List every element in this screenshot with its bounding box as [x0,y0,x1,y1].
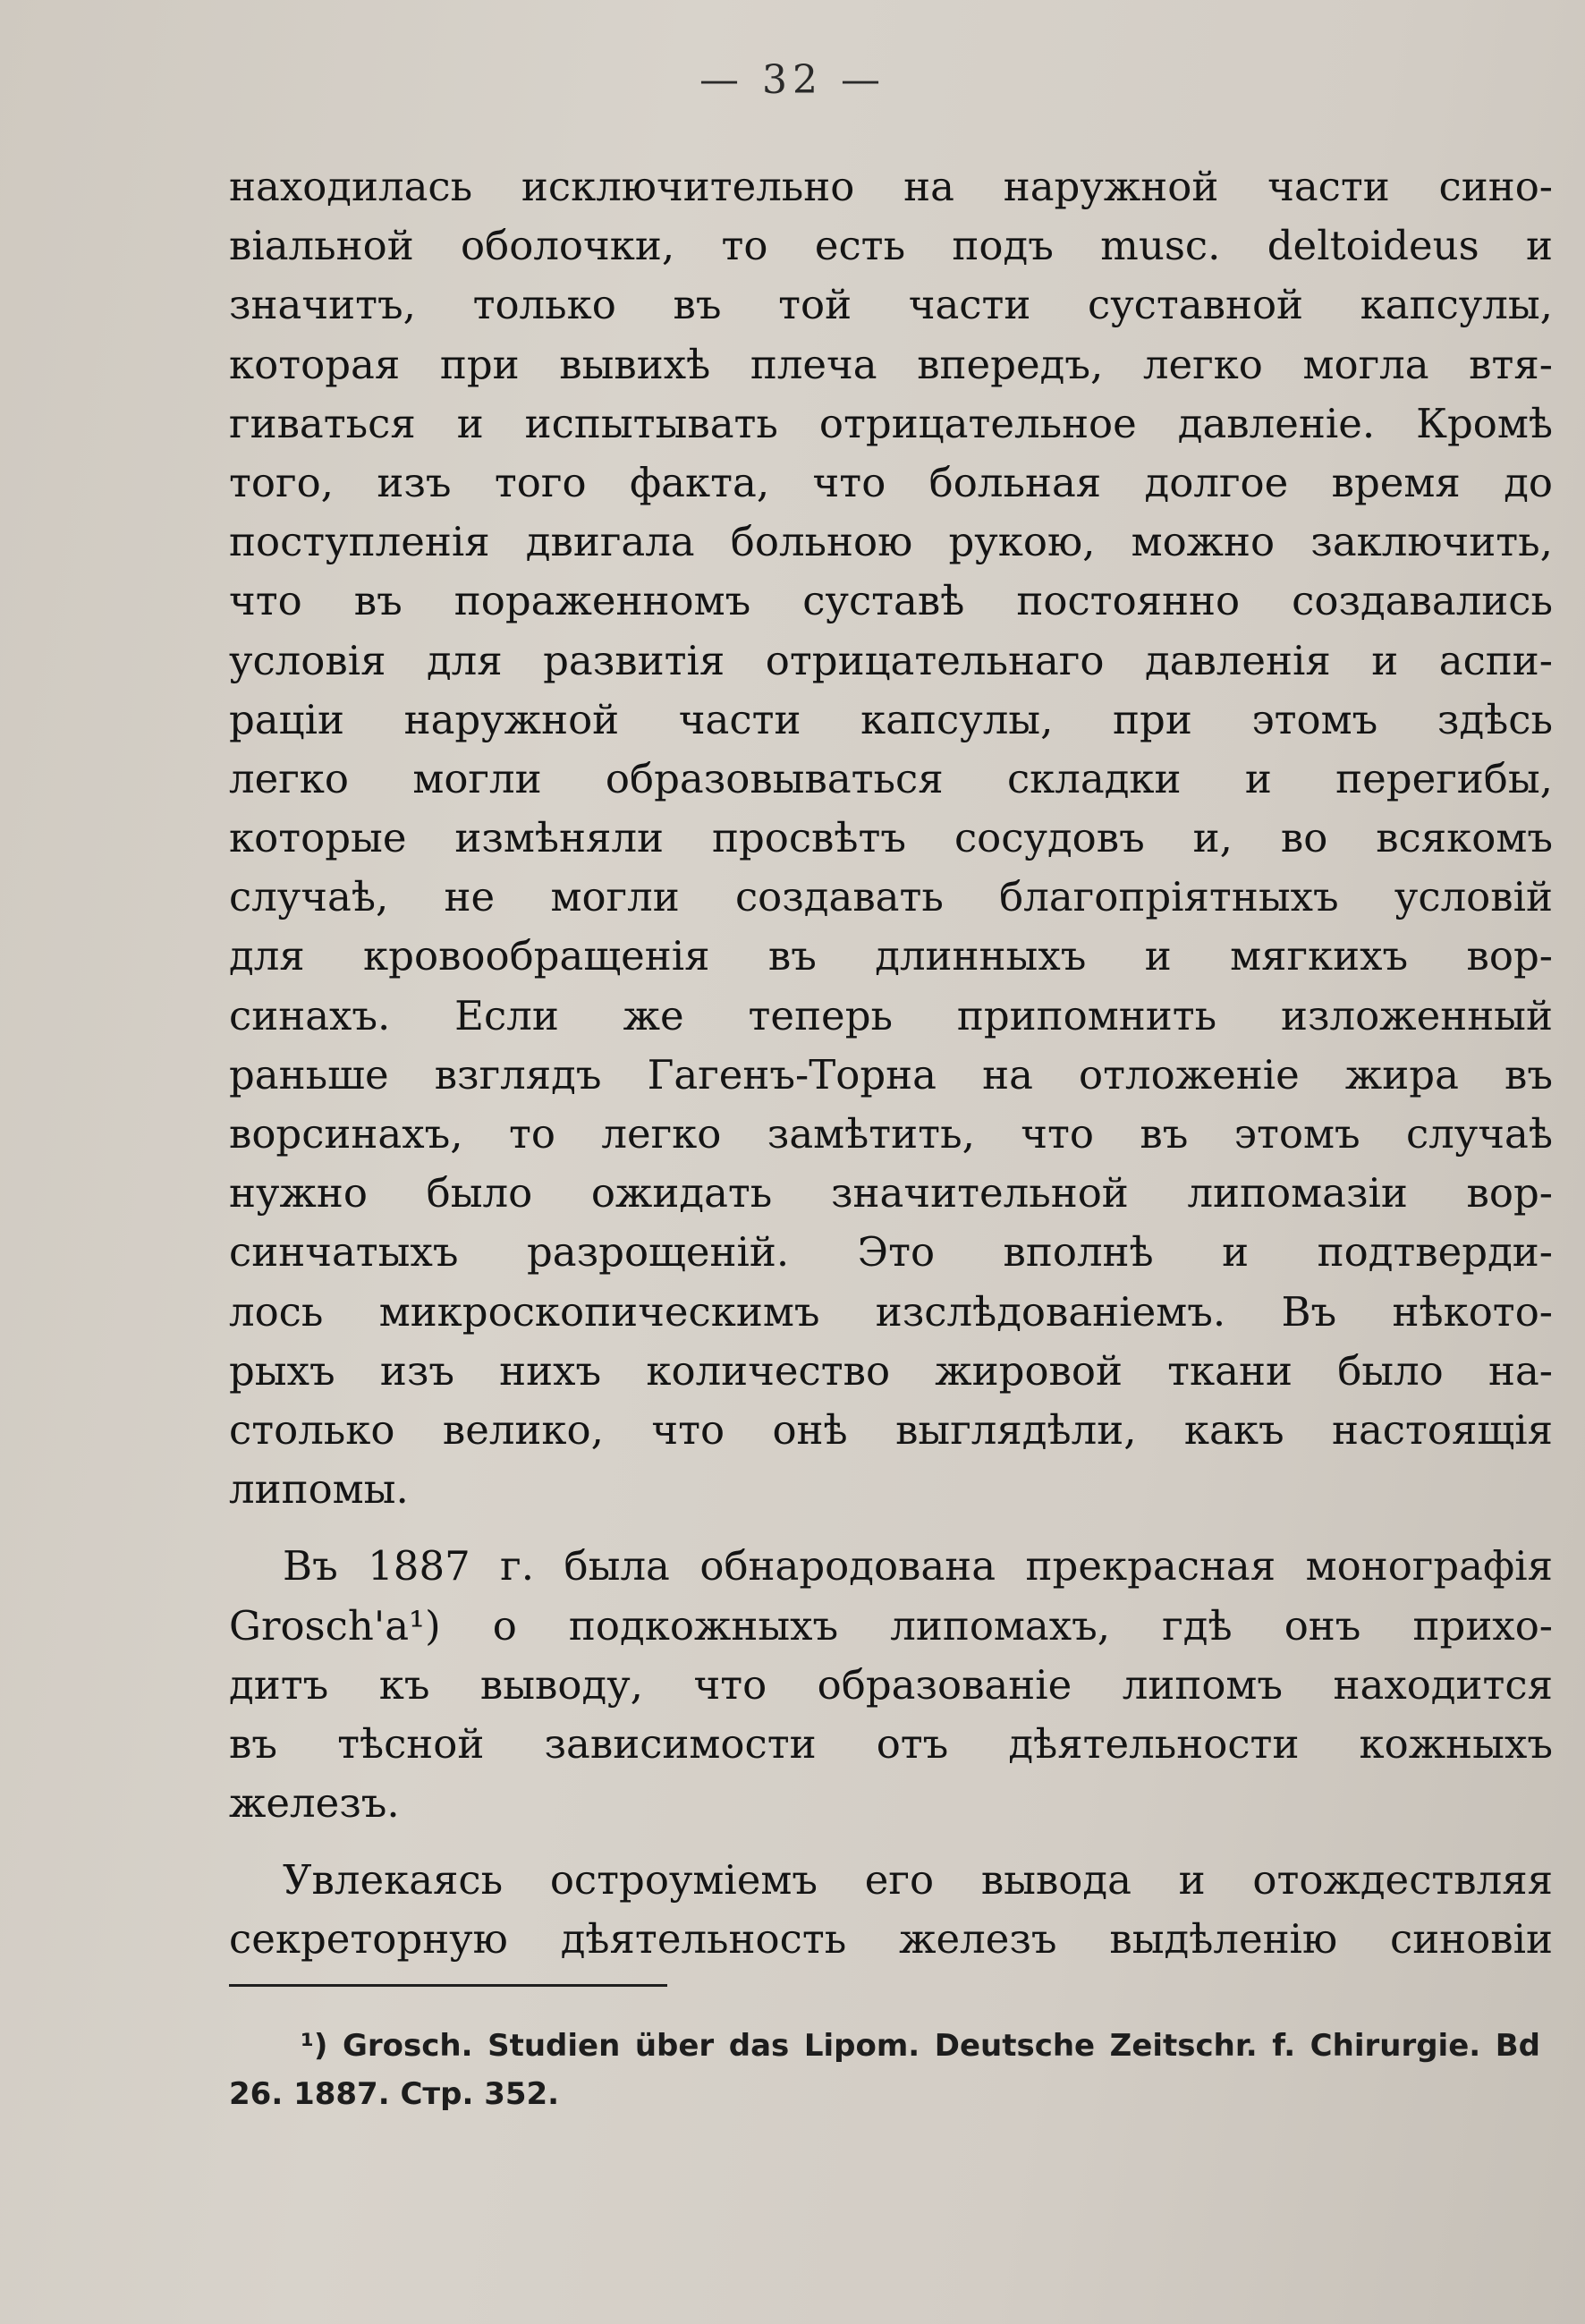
text-line: что въ пораженномъ суставѣ постоянно создавались [229,577,1553,625]
text-line: находилась исключительно на наружной части сино- [229,163,1553,210]
page-number: — 32 — [699,57,886,103]
text-line: условія для развитія отрицательнаго давленія и аспи- [229,636,1553,684]
text-line: значитъ, только въ той части суставной капсулы, [229,281,1553,329]
text-line: раньше взглядъ Гагенъ-Торна на отложеніе жира въ [229,1050,1553,1098]
text-line: рыхъ изъ нихъ количество жировой ткани было на- [229,1346,1553,1395]
text-line: нужно было ожидать значительной липомазіи вор- [229,1169,1553,1217]
text-line: въ тѣсной зависимости отъ дѣятельности кожныхъ [229,1719,1553,1768]
text-line: віальной оболочки, то есть подъ musc. deltoideus и [229,222,1553,270]
text-line: Grosch'a¹) о подкожныхъ липомахъ, гдѣ онъ прихо- [229,1601,1553,1650]
text-line: для кровообращенія въ длинныхъ и мягкихъ вор- [229,932,1553,980]
text-line: Увлекаясь остроуміемъ его вывода и отождествляя [283,1856,1553,1904]
text-line: синчатыхъ разрощеній. Это вполнѣ и подтверди- [229,1228,1553,1277]
text-line: поступленія двигала больною рукою, можно заключить, [229,518,1553,566]
footnote-line: 26. 1887. Стр. 352. [229,2076,560,2112]
text-line: гиваться и испытывать отрицательное давленіе. Кромѣ [229,399,1553,447]
text-line: ворсинахъ, то легко замѣтить, что въ этомъ случаѣ [229,1110,1553,1158]
text-line: железъ. [229,1779,400,1828]
footnote-divider [229,1984,667,1987]
footnote-line: ¹) Grosch. Studien über das Lipom. Deutsche Zeitschr. f. Chirurgie. Bd [301,2028,1540,2064]
text-line: случаѣ, не могли создавать благопріятныхъ условій [229,873,1553,921]
body-text [229,157,1553,1970]
text-line: лось микроскопическимъ изслѣдованіемъ. Въ нѣкото- [229,1287,1553,1336]
footnotes [229,2022,1540,2118]
text-line: которые измѣняли просвѣтъ сосудовъ и, во всякомъ [229,814,1553,862]
text-line: дитъ къ выводу, что образованіе липомъ находится [229,1660,1553,1709]
text-line: которая при вывихѣ плеча впередъ, легко могла втя- [229,340,1553,388]
paragraph-gap [229,1519,1553,1537]
text-line: легко могли образовываться складки и перегибы, [229,754,1553,802]
paragraph-gap [229,1833,1553,1851]
text-line: Въ 1887 г. была обнародована прекрасная монографія [283,1542,1553,1590]
text-line: синахъ. Если же теперь припомнить изложенный [229,991,1553,1039]
text-line: секреторную дѣятельность железъ выдѣленію синовіи [229,1915,1553,1964]
text-line: столько велико, что онѣ выглядѣли, какъ настоящія [229,1405,1553,1454]
text-line: раціи наружной части капсулы, при этомъ здѣсь [229,695,1553,743]
text-line: липомы. [229,1465,409,1514]
text-line: того, изъ того факта, что больная долгое время до [229,458,1553,506]
